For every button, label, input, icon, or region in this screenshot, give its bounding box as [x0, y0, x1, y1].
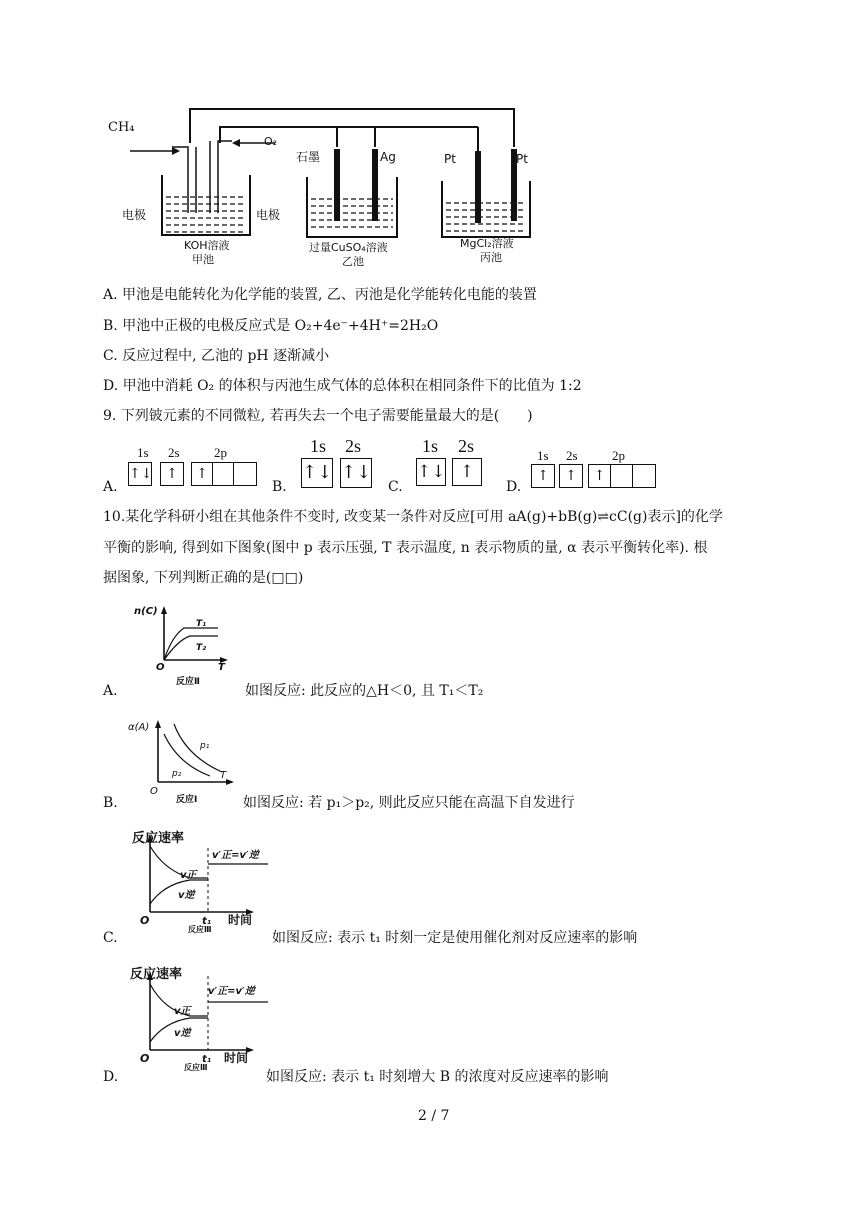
- orbital-label-2p-a: 2p: [214, 445, 227, 460]
- orbital-box: [233, 462, 257, 486]
- orbital-box: ↑↓: [128, 462, 152, 486]
- svg-text:T₂: T₂: [196, 643, 207, 653]
- cell1-name: 甲池: [192, 253, 214, 266]
- orbital-label-1s-d: 1s: [537, 448, 549, 463]
- svg-text:反应Ⅰ: 反应Ⅰ: [176, 795, 198, 805]
- q10-stem-line2: 平衡的影响, 得到如下图象(图中 p 表示压强, T 表示温度, n 表示物质的量, α 表示平衡转化率). 根: [103, 540, 708, 556]
- graph-reaction-1: [128, 712, 248, 808]
- q10-option-c-label: C.: [103, 930, 118, 946]
- orbital-box: ↑: [452, 458, 482, 486]
- svg-text:O: O: [156, 662, 165, 673]
- cell1-solution: KOH溶液: [184, 239, 230, 252]
- cell3-name: 丙池: [480, 251, 502, 264]
- svg-text:时间: 时间: [224, 1051, 249, 1065]
- svg-text:p₁: p₁: [200, 741, 210, 751]
- orbital-box: ↑: [160, 462, 184, 486]
- orbital-box: ↑: [588, 464, 611, 488]
- svg-text:反应Ⅲ: 反应Ⅲ: [184, 1063, 208, 1072]
- ch4-label: CH₄: [108, 120, 135, 135]
- orbital-box: [632, 464, 656, 488]
- orbital-box: ↑: [559, 464, 583, 488]
- q9-label-d: D.: [506, 479, 522, 495]
- q10-option-d-text: 如图反应: 表示 t₁ 时刻增大 B 的浓度对反应速率的影响: [266, 1069, 609, 1085]
- q10-option-d-label: D.: [103, 1069, 119, 1085]
- svg-text:O: O: [140, 1052, 150, 1065]
- page-number: 2 / 7: [418, 1108, 450, 1124]
- cell2-name: 乙池: [342, 255, 364, 268]
- q8-option-b: B. 甲池中正极的电极反应式是 O₂+4e⁻+4H⁺=2H₂O: [103, 318, 439, 334]
- q10-option-a-text: 如图反应: 此反应的△H＜0, 且 T₁＜T₂: [245, 683, 484, 699]
- q10-stem-line1: 10.某化学科研小组在其他条件不变时, 改变某一条件对反应[可用 aA(g)+bB(g)⇌cC(g)表示]的化学: [103, 509, 723, 525]
- svg-text:v逆: v逆: [178, 890, 195, 901]
- svg-text:反应Ⅱ: 反应Ⅱ: [176, 677, 200, 687]
- graph-reaction-3-concentration: [128, 962, 278, 1072]
- orbital-label-1s-b: 1s: [310, 436, 327, 456]
- svg-text:O: O: [140, 914, 150, 927]
- svg-text:O: O: [150, 786, 158, 797]
- pt-label-left: Pt: [444, 152, 456, 166]
- ag-label: Ag: [380, 150, 396, 164]
- q8-option-c: C. 反应过程中, 乙池的 pH 逐渐减小: [103, 348, 330, 364]
- q10-option-b-text: 如图反应: 若 p₁＞p₂, 则此反应只能在高温下自发进行: [243, 795, 575, 811]
- q9-label-a: A.: [103, 479, 118, 495]
- svg-text:T: T: [218, 662, 225, 673]
- q9-label-c: C.: [388, 479, 403, 495]
- orbital-label-2s-b: 2s: [345, 436, 362, 456]
- orbital-label-2s-a: 2s: [168, 445, 180, 460]
- q8-option-a: A. 甲池是电能转化为化学能的装置, 乙、丙池是化学能转化电能的装置: [103, 287, 537, 303]
- orbital-box: ↑: [531, 464, 555, 488]
- svg-text:时间: 时间: [228, 913, 253, 927]
- orbital-box: ↑↓: [301, 458, 333, 488]
- cell2-solution: 过量CuSO₄溶液: [309, 241, 388, 254]
- o2-label: O₂: [264, 135, 278, 148]
- q10-option-b-label: B.: [103, 795, 118, 811]
- q10-stem-line3: 据图象, 下列判断正确的是(□□): [103, 570, 304, 586]
- svg-text:反应Ⅲ: 反应Ⅲ: [188, 925, 212, 934]
- svg-text:t₁: t₁: [202, 916, 212, 927]
- pt-label-right: Pt: [516, 152, 528, 166]
- svg-text:v′正=v′逆: v′正=v′逆: [212, 850, 259, 861]
- orbital-box: ↑↓: [340, 458, 372, 488]
- svg-text:n(C): n(C): [134, 606, 158, 617]
- orbital-label-2s-c: 2s: [458, 436, 475, 456]
- graph-reaction-2: [132, 600, 242, 688]
- orbital-box: ↑↓: [416, 458, 446, 486]
- svg-text:p₂: p₂: [172, 769, 182, 779]
- orbital-box: [610, 464, 633, 488]
- q9-stem: 9. 下列铍元素的不同微粒, 若再失去一个电子需要能量最大的是( ): [103, 408, 533, 424]
- orbital-label-2p-d: 2p: [612, 448, 625, 463]
- q9-label-b: B.: [272, 479, 287, 495]
- electrochemistry-apparatus: [100, 95, 620, 275]
- electrode-label-right: 电极: [256, 208, 281, 222]
- orbital-label-2s-d: 2s: [566, 448, 578, 463]
- svg-text:T: T: [220, 770, 227, 781]
- orbital-box: [212, 462, 234, 486]
- svg-text:T₁: T₁: [196, 619, 207, 629]
- orbital-label-1s-c: 1s: [422, 436, 439, 456]
- graphite-label: 石墨: [296, 150, 321, 164]
- rate-label: 反应速率: [132, 831, 185, 846]
- orbital-label-1s-a: 1s: [137, 445, 149, 460]
- svg-text:反应速率: 反应速率: [130, 967, 183, 982]
- svg-text:α(A): α(A): [128, 722, 150, 733]
- svg-text:v正: v正: [174, 1006, 191, 1017]
- svg-text:v正: v正: [180, 870, 197, 881]
- cell3-solution: MgCl₂溶液: [460, 237, 514, 250]
- q8-option-d: D. 甲池中消耗 O₂ 的体积与丙池生成气体的总体积在相同条件下的比值为 1:2: [103, 378, 582, 394]
- electrode-label-left: 电极: [122, 208, 147, 222]
- svg-text:v逆: v逆: [174, 1028, 191, 1039]
- graph-reaction-3-catalyst: [130, 826, 280, 934]
- orbital-box: ↑: [191, 462, 213, 486]
- q10-option-a-label: A.: [103, 683, 118, 699]
- svg-text:t₁: t₁: [202, 1054, 212, 1065]
- q10-option-c-text: 如图反应: 表示 t₁ 时刻一定是使用催化剂对反应速率的影响: [272, 930, 638, 946]
- svg-text:v′正=v′逆: v′正=v′逆: [208, 986, 255, 997]
